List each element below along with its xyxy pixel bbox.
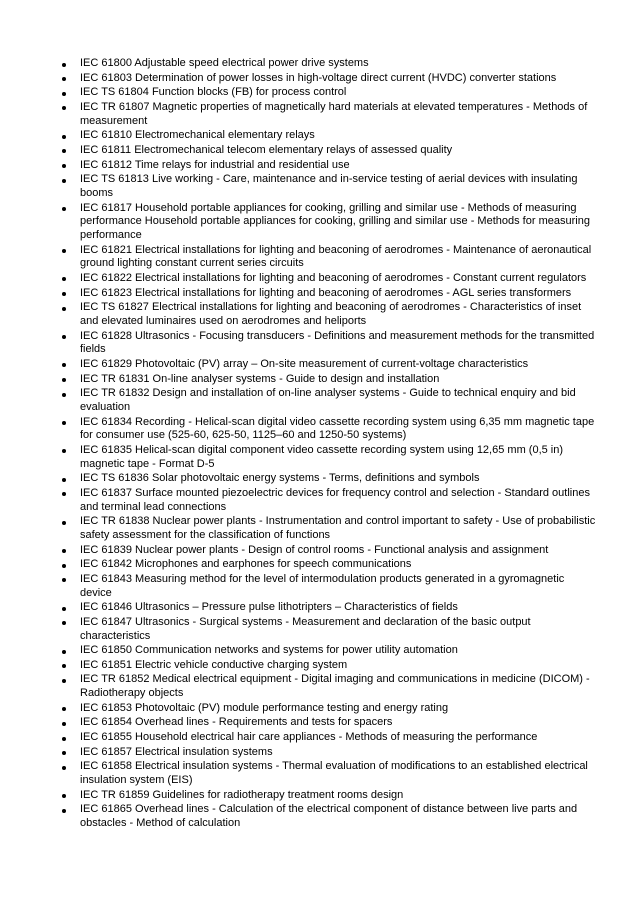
list-item (62, 716, 598, 730)
list-item (62, 673, 598, 700)
list-item-text: IEC 61810 Electromechanical elementary relays (80, 129, 315, 142)
list-item-text: IEC TR 61807 Magnetic properties of magnetically hard materials at elevated temperatures - Methods of measurement (80, 100, 588, 127)
list-item-text: IEC 61821 Electrical installations for lighting and beaconing of aerodromes - Maintenance of aeronautical ground lighting constant current series circuits (80, 243, 592, 270)
list-item (62, 702, 598, 716)
list-item (62, 272, 598, 286)
list-item (62, 487, 598, 514)
list-item-text: IEC 61828 Ultrasonics - Focusing transducers - Definitions and measurement methods for the transmitted fields (80, 329, 595, 356)
list-item-text: IEC TR 61832 Design and installation of on-line analyser systems - Guide to technical enquiry and bid evaluation (80, 387, 576, 413)
list-item-text: IEC TR 61859 Guidelines for radiotherapy treatment rooms design (80, 788, 404, 801)
list-item-text: IEC TR 61831 On-line analyser systems - Guide to design and installation (80, 372, 440, 385)
list-item-text: IEC TS 61836 Solar photovoltaic energy systems - Terms, definitions and symbols (80, 472, 480, 485)
list-item (62, 544, 598, 558)
list-item-text: IEC 61854 Overhead lines - Requirements and tests for spacers (80, 716, 393, 729)
list-item (62, 57, 598, 71)
list-item (62, 86, 598, 100)
list-item (62, 444, 598, 471)
list-item (62, 573, 598, 600)
list-item-text: IEC 61842 Microphones and earphones for speech communications (80, 558, 412, 571)
list-item (62, 760, 598, 787)
list-item-text: IEC 61855 Household electrical hair care appliances - Methods of measuring the performance (80, 731, 538, 744)
list-item-text: IEC TS 61804 Function blocks (FB) for process control (80, 86, 347, 99)
list-item (62, 731, 598, 745)
list-item (62, 558, 598, 572)
list-item (62, 659, 598, 673)
list-item-text: IEC 61811 Electromechanical telecom elementary relays of assessed quality (80, 143, 453, 156)
list-item (62, 358, 598, 372)
list-item (62, 416, 598, 443)
list-item-text: IEC 61817 Household portable appliances for cooking, grilling and similar use - Methods of measuring performance Household portable appliances for cooking, grilling and similar use - Methods for measuring performance (80, 201, 590, 241)
list-item (62, 472, 598, 486)
list-item-text: IEC 61800 Adjustable speed electrical power drive systems (80, 57, 369, 69)
list-item-text: IEC 61847 Ultrasonics - Surgical systems - Measurement and declaration of the basic output characteristics (80, 615, 531, 642)
standards-list (62, 57, 598, 831)
list-item-text: IEC TS 61827 Electrical installations for lighting and beaconing of aerodromes - Characteristics of inset and elevated luminaires used on aerodromes and heliports (80, 301, 582, 327)
list-item-text: IEC 61843 Measuring method for the level of intermodulation products generated in a gyromagnetic device (80, 572, 565, 599)
list-item (62, 644, 598, 658)
list-item-text: IEC 61829 Photovoltaic (PV) array – On-site measurement of current-voltage characteristics (80, 357, 529, 370)
list-item (62, 101, 598, 128)
list-item (62, 129, 598, 143)
list-item (62, 173, 598, 200)
list-item-text: IEC 61822 Electrical installations for lighting and beaconing of aerodromes - Constant current regulators (80, 271, 587, 284)
list-item (62, 244, 598, 271)
list-item-text: IEC 61857 Electrical insulation systems (80, 745, 273, 758)
list-item (62, 515, 598, 542)
list-item-text: IEC TR 61838 Nuclear power plants - Instrumentation and control important to safety - Use of probabilistic safety assessment for the classification of functions (80, 515, 596, 541)
list-item (62, 287, 598, 301)
list-item (62, 159, 598, 173)
list-item-text: IEC 61835 Helical-scan digital component video cassette recording system using 12,65 mm (0,5 in) magnetic tape - Format D-5 (80, 443, 564, 470)
list-item-text: IEC 61865 Overhead lines - Calculation of the electrical component of distance between live parts and obstacles - Method of calculation (80, 803, 578, 830)
list-item-text: IEC 61839 Nuclear power plants - Design of control rooms - Functional analysis and assignment (80, 543, 549, 556)
list-item (62, 803, 598, 830)
list-item (62, 387, 598, 414)
list-item-text: IEC 61851 Electric vehicle conductive charging system (80, 658, 348, 671)
list-item-text: IEC 61853 Photovoltaic (PV) module performance testing and energy rating (80, 701, 449, 714)
list-item (62, 746, 598, 760)
list-item (62, 601, 598, 615)
list-item (62, 144, 598, 158)
list-item-text: IEC 61837 Surface mounted piezoelectric devices for frequency control and selection - Standard outlines and terminal lead connections (80, 486, 590, 513)
list-item-text: IEC TS 61813 Live working - Care, maintenance and in-service testing of aerial devices with insulating booms (80, 173, 578, 199)
list-item (62, 616, 598, 643)
list-item (62, 330, 598, 357)
list-item-text: IEC 61850 Communication networks and systems for power utility automation (80, 644, 458, 657)
list-item (62, 373, 598, 387)
list-item (62, 301, 598, 328)
list-item (62, 202, 598, 243)
list-item-text: IEC 61803 Determination of power losses in high-voltage direct current (HVDC) converter stations (80, 71, 557, 84)
list-item (62, 72, 598, 86)
list-item-text: IEC 61834 Recording - Helical-scan digital video cassette recording system using 6,35 mm magnetic tape for consumer use (525-60, 625-50, 1125–60 and 1250-50 systems) (80, 415, 595, 442)
list-item-text: IEC 61858 Electrical insulation systems - Thermal evaluation of modifications to an established electrical insulation system (EIS) (80, 760, 588, 787)
list-item-text: IEC 61812 Time relays for industrial and residential use (80, 158, 350, 171)
list-item-text: IEC 61823 Electrical installations for lighting and beaconing of aerodromes - AGL series transformers (80, 286, 572, 299)
list-item (62, 789, 598, 803)
list-item-text: IEC TR 61852 Medical electrical equipment - Digital imaging and communications in medicine (DICOM) - Radiotherapy objects (80, 673, 590, 700)
list-item-text: IEC 61846 Ultrasonics – Pressure pulse lithotripters – Characteristics of fields (80, 601, 458, 614)
